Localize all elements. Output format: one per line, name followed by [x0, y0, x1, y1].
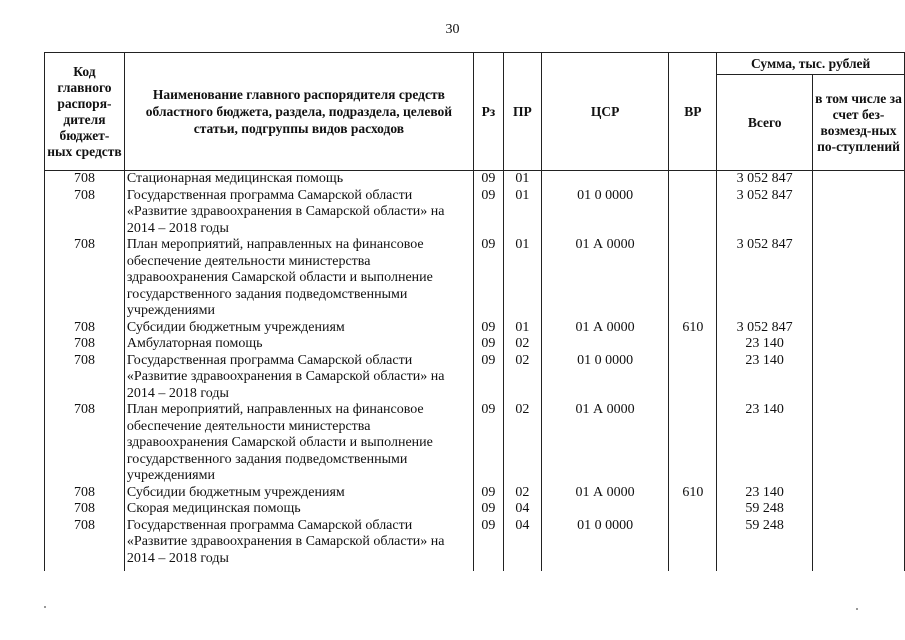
table-row [45, 237, 905, 320]
cell-incl [813, 171, 905, 188]
cell-total: 3 052 847 [717, 237, 813, 320]
budget-table [44, 52, 905, 571]
cell-rz: 09 [473, 501, 503, 518]
header-csr: ЦСР [541, 53, 669, 171]
cell-code: 708 [45, 171, 125, 188]
cell-pr: 01 [503, 171, 541, 188]
cell-incl [813, 501, 905, 518]
cell-code: 708 [45, 336, 125, 353]
table-row [45, 320, 905, 337]
cell-csr: 01 А 0000 [541, 237, 669, 320]
cell-code: 708 [45, 320, 125, 337]
cell-name: Амбулаторная помощь [124, 336, 473, 353]
cell-code: 708 [45, 402, 125, 485]
cell-code: 708 [45, 237, 125, 320]
cell-vr [669, 501, 717, 518]
cell-pr: 02 [503, 353, 541, 403]
page-number: 30 [445, 22, 460, 37]
cell-pr: 04 [503, 518, 541, 572]
cell-code: 708 [45, 501, 125, 518]
cell-name: План мероприятий, направленных на финансовое обеспечение деятельности министерства здравоохранения Самарской области и выполнение государственного задания подведомственными учреждениями [124, 237, 473, 320]
cell-name: Стационарная медицинская помощь [124, 171, 473, 188]
cell-csr: 01 А 0000 [541, 485, 669, 502]
cell-vr [669, 353, 717, 403]
header-name: Наименование главного распорядителя средств областного бюджета, раздела, подраздела, целевой статьи, подгруппы видов расходов [124, 53, 473, 171]
cell-csr: 01 0 0000 [541, 188, 669, 238]
cell-name: Скорая медицинская помощь [124, 501, 473, 518]
header-sum-group: Сумма, тыс. рублей [717, 53, 905, 75]
table-row [45, 402, 905, 485]
header-pr: ПР [503, 53, 541, 171]
cell-vr [669, 171, 717, 188]
table-row [45, 353, 905, 403]
header-rz: Рз [473, 53, 503, 171]
cell-rz: 09 [473, 171, 503, 188]
scan-speck [856, 608, 858, 610]
cell-csr: 01 А 0000 [541, 320, 669, 337]
table-row [45, 171, 905, 188]
cell-code: 708 [45, 353, 125, 403]
table-row [45, 485, 905, 502]
cell-code: 708 [45, 485, 125, 502]
cell-total: 23 140 [717, 353, 813, 403]
scan-speck [44, 606, 46, 608]
cell-total: 23 140 [717, 485, 813, 502]
cell-csr: 01 А 0000 [541, 402, 669, 485]
header-code: Код главного распоря-дителя бюджет-ных средств [45, 53, 125, 171]
cell-rz: 09 [473, 237, 503, 320]
cell-name: Субсидии бюджетным учреждениям [124, 485, 473, 502]
cell-incl [813, 336, 905, 353]
cell-pr: 01 [503, 320, 541, 337]
cell-incl [813, 320, 905, 337]
table-row [45, 518, 905, 572]
cell-rz: 09 [473, 485, 503, 502]
cell-incl [813, 485, 905, 502]
cell-incl [813, 237, 905, 320]
table-row [45, 501, 905, 518]
cell-name: Субсидии бюджетным учреждениям [124, 320, 473, 337]
cell-code: 708 [45, 188, 125, 238]
cell-rz: 09 [473, 320, 503, 337]
cell-code: 708 [45, 518, 125, 572]
cell-total: 3 052 847 [717, 320, 813, 337]
cell-pr: 04 [503, 501, 541, 518]
cell-pr: 01 [503, 188, 541, 238]
cell-pr: 01 [503, 237, 541, 320]
cell-csr [541, 501, 669, 518]
cell-vr: 610 [669, 320, 717, 337]
cell-rz: 09 [473, 336, 503, 353]
cell-pr: 02 [503, 336, 541, 353]
cell-csr [541, 171, 669, 188]
cell-total: 3 052 847 [717, 171, 813, 188]
cell-vr: 610 [669, 485, 717, 502]
cell-csr: 01 0 0000 [541, 518, 669, 572]
table-row [45, 188, 905, 238]
cell-rz: 09 [473, 402, 503, 485]
table-row [45, 336, 905, 353]
cell-vr [669, 237, 717, 320]
cell-name: Государственная программа Самарской области «Развитие здравоохранения в Самарской области» на 2014 – 2018 годы [124, 188, 473, 238]
cell-vr [669, 518, 717, 572]
cell-incl [813, 353, 905, 403]
cell-vr [669, 188, 717, 238]
cell-name: Государственная программа Самарской области «Развитие здравоохранения в Самарской области» на 2014 – 2018 годы [124, 353, 473, 403]
cell-total: 59 248 [717, 518, 813, 572]
cell-name: План мероприятий, направленных на финансовое обеспечение деятельности министерства здравоохранения Самарской области и выполнение государственного задания подведомственными учреждениями [124, 402, 473, 485]
cell-name: Государственная программа Самарской области «Развитие здравоохранения в Самарской области» на 2014 – 2018 годы [124, 518, 473, 572]
cell-vr [669, 402, 717, 485]
cell-total: 3 052 847 [717, 188, 813, 238]
cell-total: 23 140 [717, 402, 813, 485]
header-total: Всего [717, 75, 813, 171]
cell-incl [813, 188, 905, 238]
cell-total: 23 140 [717, 336, 813, 353]
cell-pr: 02 [503, 485, 541, 502]
cell-csr: 01 0 0000 [541, 353, 669, 403]
header-incl-gratuitous: в том числе за счет без-возмезд-ных по-ступлений [813, 75, 905, 171]
cell-rz: 09 [473, 353, 503, 403]
cell-rz: 09 [473, 518, 503, 572]
cell-pr: 02 [503, 402, 541, 485]
cell-vr [669, 336, 717, 353]
cell-incl [813, 518, 905, 572]
cell-total: 59 248 [717, 501, 813, 518]
header-vr: ВР [669, 53, 717, 171]
cell-csr [541, 336, 669, 353]
cell-rz: 09 [473, 188, 503, 238]
cell-incl [813, 402, 905, 485]
